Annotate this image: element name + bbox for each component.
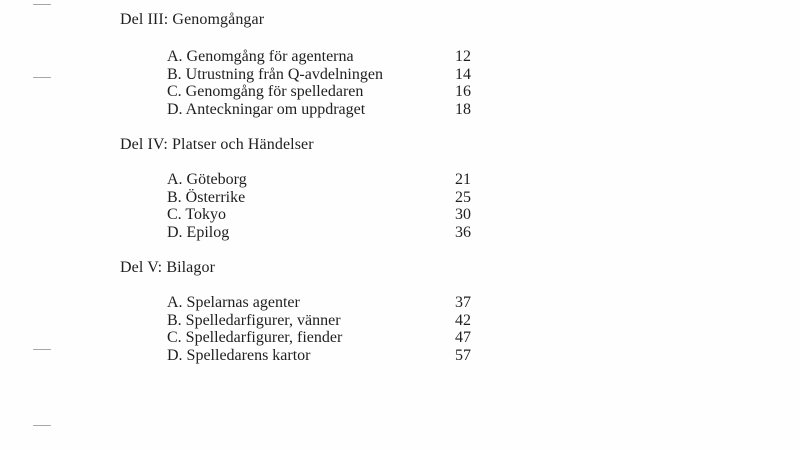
toc-entry-page: 42 [455,311,471,329]
toc-entry-title: B. Utrustning från Q-avdelningen [167,65,383,83]
section-heading-del-iii: Del III: Genomgångar [120,11,265,28]
toc-entry-title: A. Genomgång för agenterna [167,48,354,65]
toc-entry-title: D. Spelledarens kartor [167,346,311,364]
toc-entry [167,48,471,66]
toc-entry [167,83,471,101]
toc-entry-page: 25 [455,188,471,206]
toc-entry [167,294,471,312]
binder-hole-mark [33,4,51,5]
section-heading-del-iv: Del IV: Platser och Händelser [120,136,314,153]
toc-entry [167,312,471,330]
toc-entry-title: C. Genomgång för spelledaren [167,83,364,100]
toc-entry-title: D. Epilog [167,223,230,241]
binder-hole-mark [33,349,51,350]
toc-entry [167,101,471,119]
toc-entry-page: 14 [455,65,471,83]
toc-entry-page: 12 [455,48,471,65]
section-heading-del-v: Del V: Bilagor [120,259,216,276]
toc-entry [167,171,471,189]
toc-entry-page: 36 [455,223,471,241]
toc-entry-page: 47 [455,329,471,346]
toc-entry [167,66,471,84]
toc-entry-page: 16 [455,83,471,100]
binder-hole-mark [33,425,51,426]
toc-entry [167,189,471,207]
toc-entry-page: 18 [455,100,471,118]
toc-entry-page: 30 [455,206,471,223]
toc-entry-title: D. Anteckningar om uppdraget [167,100,366,118]
toc-entry-page: 37 [455,294,471,311]
toc-entry-title: B. Spelledarfigurer, vänner [167,311,341,329]
binder-hole-mark [33,77,51,78]
toc-entry-page: 57 [455,346,471,364]
toc-list-del-iii [167,48,471,118]
toc-entry-title: B. Österrike [167,188,246,206]
toc-entry-title: A. Göteborg [167,171,247,188]
toc-entry [167,224,471,242]
toc-entry-title: A. Spelarnas agenter [167,294,300,311]
toc-entry-page: 21 [455,171,471,188]
toc-list-del-v [167,294,471,364]
toc-entry [167,206,471,224]
toc-entry-title: C. Spelledarfigurer, fiender [167,329,343,346]
toc-list-del-iv [167,171,471,241]
toc-entry [167,347,471,365]
toc-entry [167,329,471,347]
toc-entry-title: C. Tokyo [167,206,227,223]
